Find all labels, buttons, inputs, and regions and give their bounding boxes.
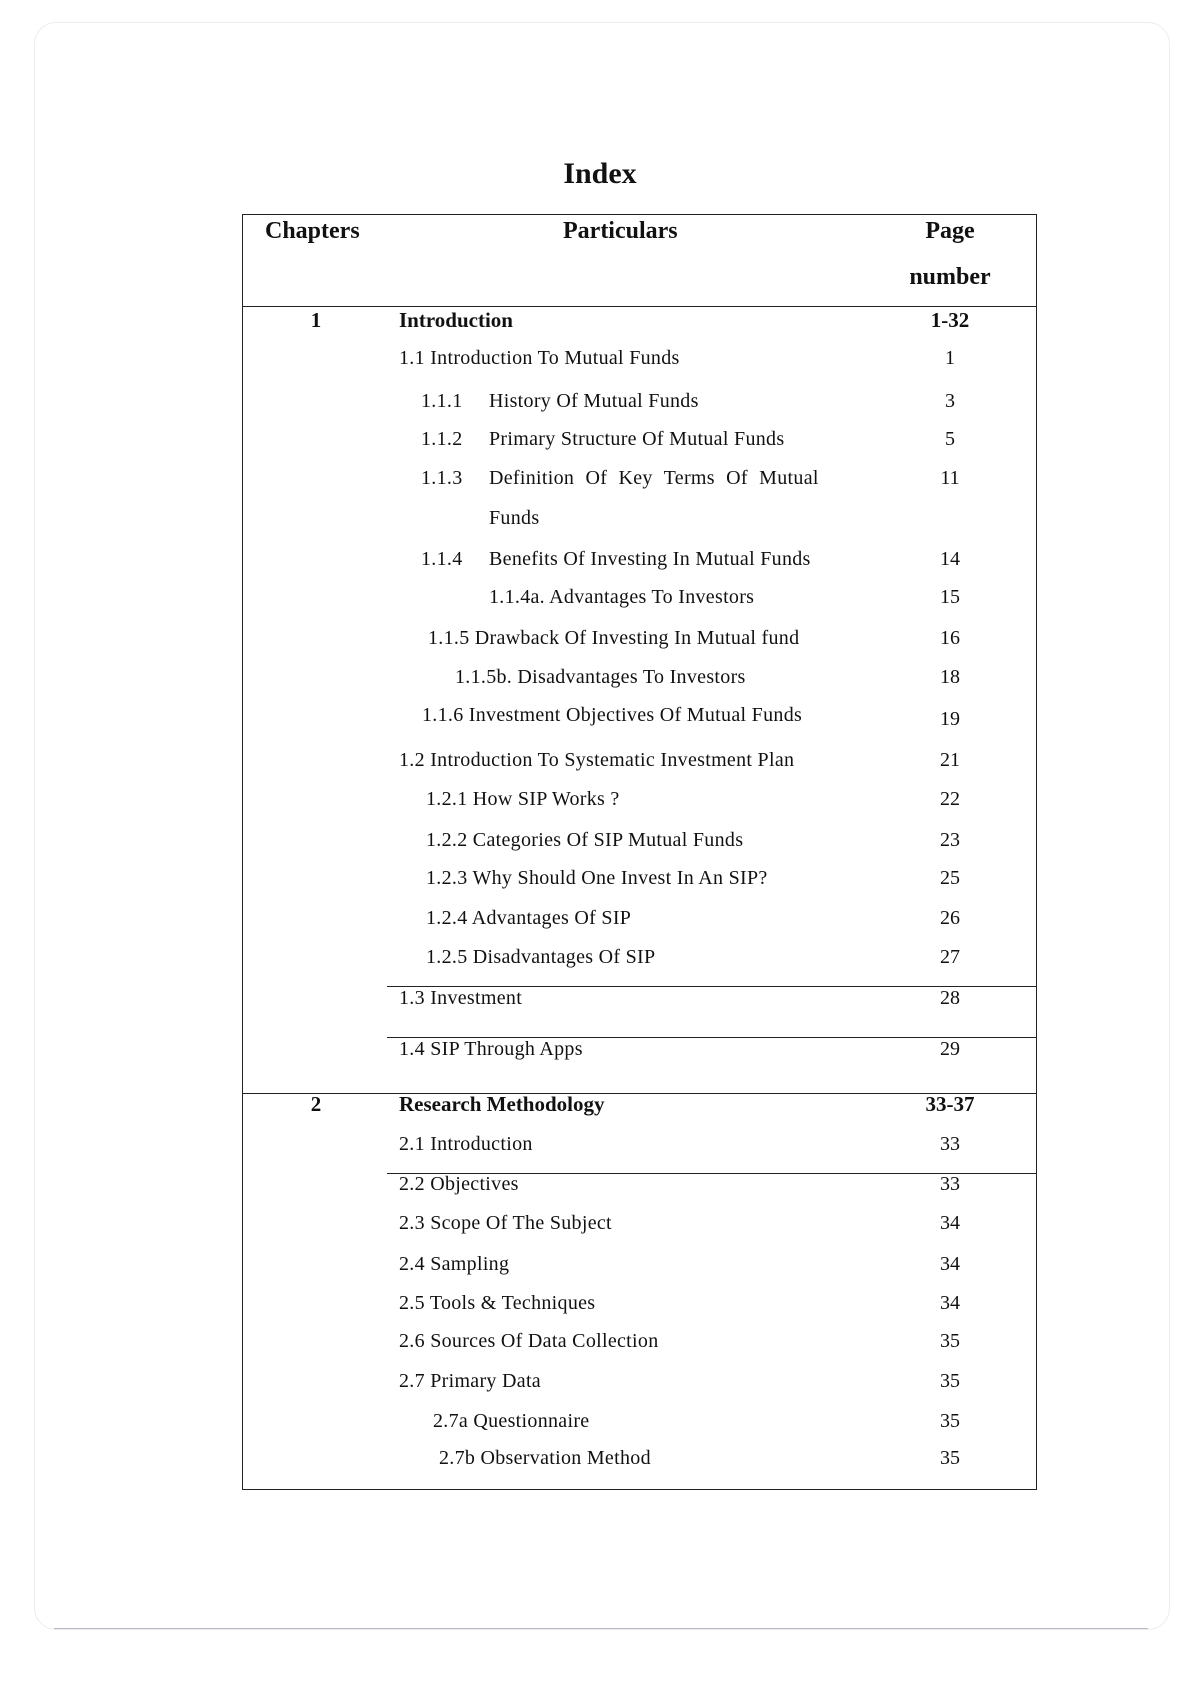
row-title: 2.4 Sampling: [399, 1253, 510, 1275]
page-title: Index: [563, 157, 637, 190]
page-ref: 35: [940, 1370, 960, 1392]
table-row: [0, 1366, 1200, 1396]
row-title: 1.1.6 Investment Objectives Of Mutual Funds: [422, 704, 803, 726]
table-row: [0, 582, 1200, 612]
row-title: 2.2 Objectives: [399, 1173, 519, 1195]
row-title: 1.1.5b. Disadvantages To Investors: [455, 666, 746, 688]
row-title: 2.7 Primary Data: [399, 1370, 541, 1392]
row-title: 1.1.5 Drawback Of Investing In Mutual fund: [428, 627, 800, 649]
page-ref: 35: [940, 1330, 960, 1352]
page-ref: 34: [940, 1212, 960, 1234]
page-ref: 11: [940, 467, 960, 489]
row-title: 1.2.4 Advantages Of SIP: [426, 907, 632, 929]
table-row: [0, 942, 1200, 972]
page-ref: 16: [940, 627, 960, 649]
page-ref: 22: [940, 788, 960, 810]
table-row: [0, 1249, 1200, 1279]
table-row: [0, 424, 1200, 454]
table-row: [0, 305, 1200, 335]
table-row: [0, 1288, 1200, 1318]
table-row: [0, 662, 1200, 692]
row-title-continuation: Funds: [489, 507, 540, 529]
table-row: [0, 903, 1200, 933]
row-title: 1.3 Investment: [399, 987, 523, 1009]
page-bottom-divider: [54, 1628, 1148, 1629]
table-row: [0, 1129, 1200, 1159]
page-ref: 25: [940, 867, 960, 889]
page-ref: 34: [940, 1253, 960, 1275]
row-title: 2.3 Scope Of The Subject: [399, 1212, 612, 1234]
page-ref: 1: [945, 347, 955, 369]
table-row: [0, 983, 1200, 1013]
row-title: Primary Structure Of Mutual Funds: [489, 428, 785, 450]
section-number: 1.1.2: [421, 428, 463, 450]
row-title: 1.4 SIP Through Apps: [399, 1038, 583, 1060]
table-row: [0, 700, 1200, 730]
page-ref: 34: [940, 1292, 960, 1314]
header-page-number: number: [909, 264, 991, 290]
table-row: [0, 1169, 1200, 1199]
row-title: 2.1 Introduction: [399, 1133, 533, 1155]
table-row: [0, 544, 1200, 574]
page-ref: 35: [940, 1410, 960, 1432]
header-chapters: Chapters: [265, 218, 360, 244]
page-ref: 14: [940, 548, 960, 570]
page-ref: 33-37: [925, 1092, 975, 1116]
page-ref: 29: [940, 1038, 960, 1060]
page-ref: 26: [940, 907, 960, 929]
table-row: [0, 1406, 1200, 1436]
page-ref: 21: [940, 749, 960, 771]
page-ref: 3: [945, 390, 955, 412]
page-ref: 28: [940, 987, 960, 1009]
row-title: 1.2.2 Categories Of SIP Mutual Funds: [426, 829, 744, 851]
table-row: [0, 463, 1200, 493]
table-row-continuation: [0, 503, 1200, 533]
page-ref: 35: [940, 1447, 960, 1469]
table-row: [0, 784, 1200, 814]
row-title: 1.2.1 How SIP Works ?: [426, 788, 620, 810]
table-row: [0, 343, 1200, 373]
table-row: [0, 623, 1200, 653]
header-page: Page: [925, 218, 975, 244]
row-title: 1.1 Introduction To Mutual Funds: [399, 347, 680, 369]
table-row: [0, 1034, 1200, 1064]
page-ref: 18: [940, 666, 960, 688]
section-number: 1.1.1: [421, 390, 463, 412]
section-number: 1.1.3: [421, 467, 463, 489]
section-number: 1.1.4: [421, 548, 463, 570]
table-row: [0, 825, 1200, 855]
row-title: 2.5 Tools & Techniques: [399, 1292, 596, 1314]
table-row: [0, 1326, 1200, 1356]
table-row: [0, 1208, 1200, 1238]
table-row: [0, 1089, 1200, 1119]
row-title: 1.2 Introduction To Systematic Investment Plan: [399, 749, 795, 771]
page-ref: 33: [940, 1173, 960, 1195]
page-ref: 27: [940, 946, 960, 968]
table-row: [0, 386, 1200, 416]
row-title: Research Methodology: [399, 1092, 605, 1116]
page-ref: 23: [940, 829, 960, 851]
row-title: History Of Mutual Funds: [489, 390, 699, 412]
row-title: 1.1.4a. Advantages To Investors: [489, 586, 755, 608]
page-ref: 33: [940, 1133, 960, 1155]
row-title: 2.7a Questionnaire: [433, 1410, 590, 1432]
row-title: Definition Of Key Terms Of Mutual: [489, 467, 819, 489]
page-ref: 5: [945, 428, 955, 450]
row-title: Benefits Of Investing In Mutual Funds: [489, 548, 811, 570]
row-title: 1.2.3 Why Should One Invest In An SIP?: [426, 867, 768, 889]
header-particulars: Particulars: [563, 218, 678, 244]
table-row: [0, 863, 1200, 893]
row-title: 2.7b Observation Method: [439, 1447, 651, 1469]
table-row: [0, 1443, 1200, 1473]
row-title: 1.2.5 Disadvantages Of SIP: [426, 946, 656, 968]
row-title: Introduction: [399, 308, 513, 332]
table-row: [0, 745, 1200, 775]
chapter-number: 2: [310, 1092, 322, 1116]
page-ref: 1-32: [930, 308, 970, 332]
page-ref: 19: [940, 708, 960, 730]
chapter-number: 1: [310, 308, 322, 332]
page-ref: 15: [940, 586, 960, 608]
row-title: 2.6 Sources Of Data Collection: [399, 1330, 659, 1352]
